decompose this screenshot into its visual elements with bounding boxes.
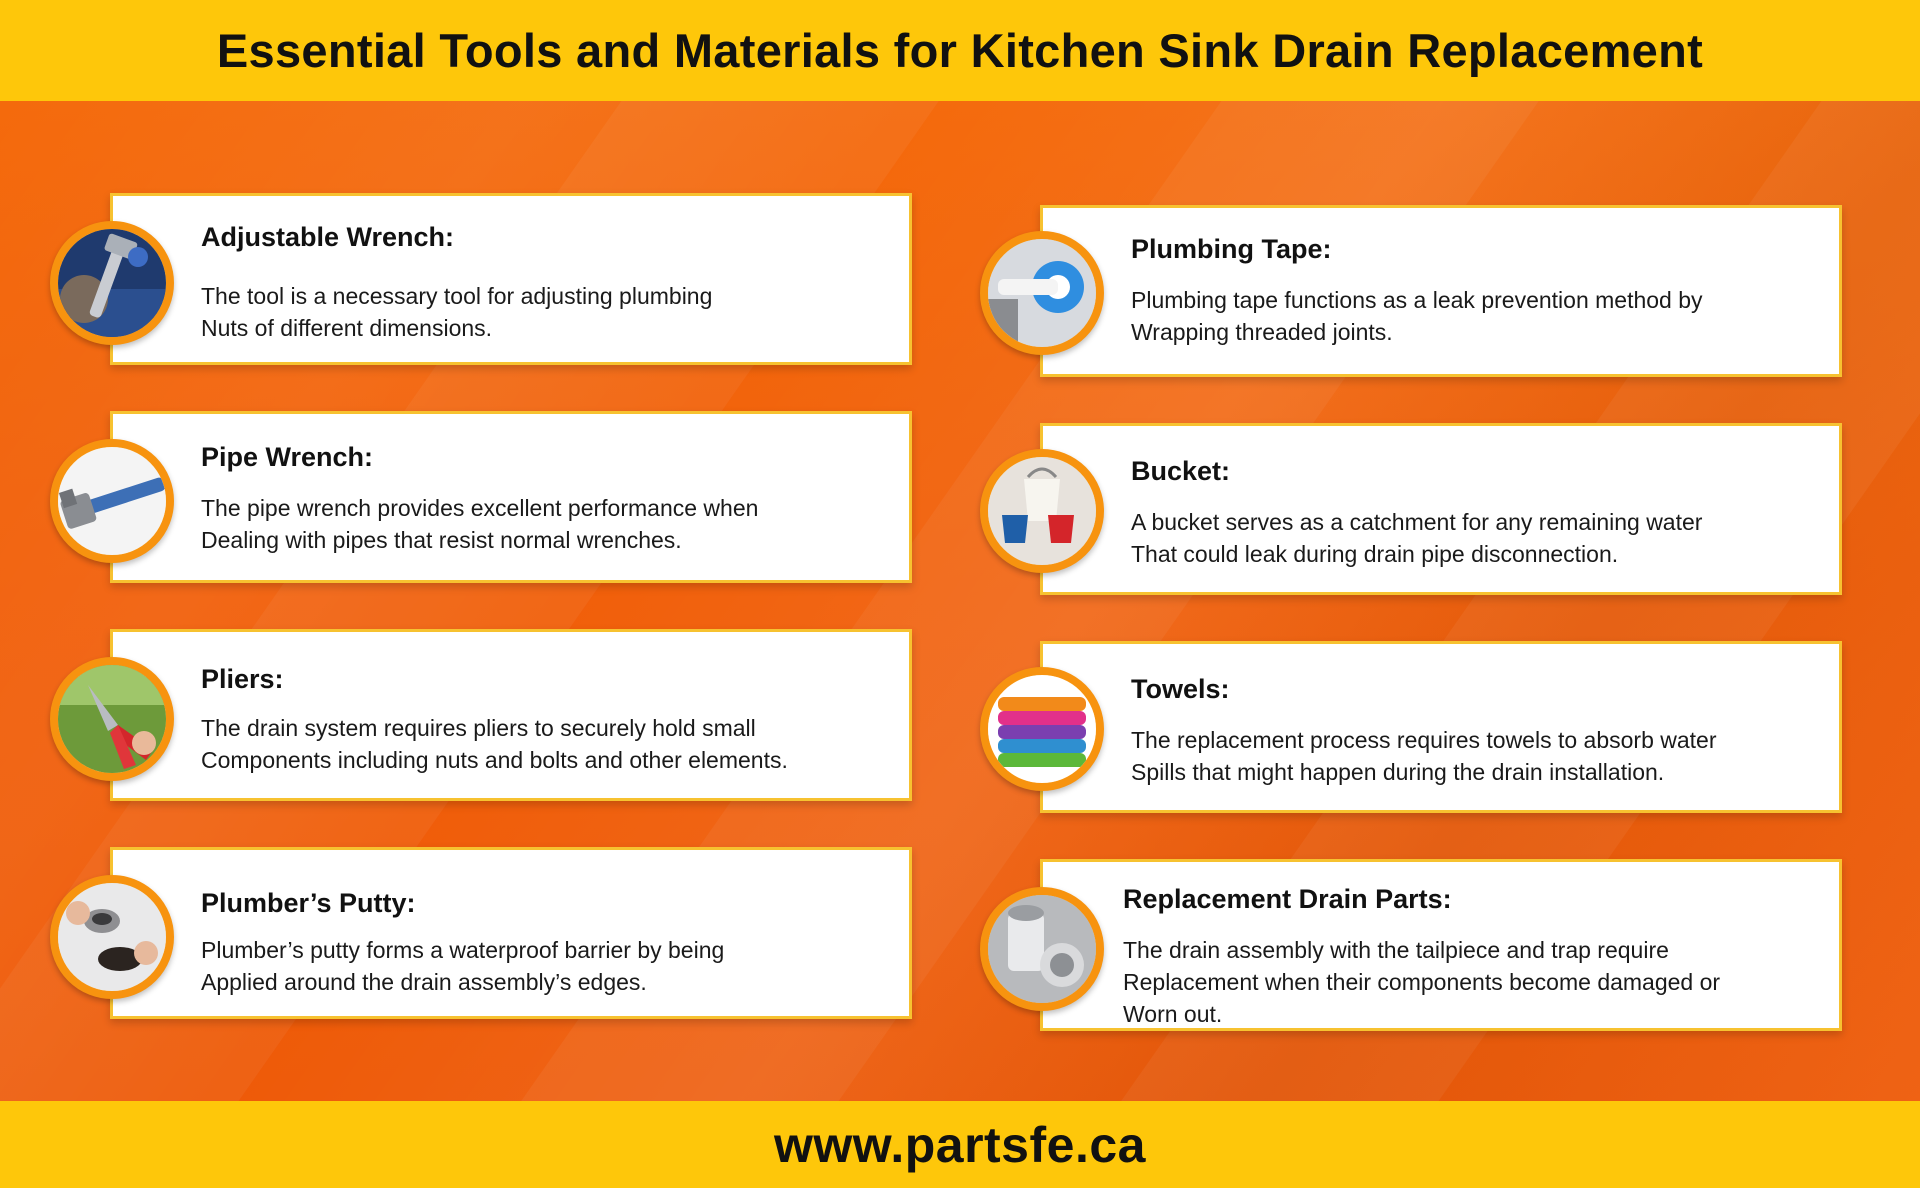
adjustable-wrench-icon: [50, 221, 174, 345]
desc-line: Plumber’s putty forms a waterproof barrier by being: [201, 937, 725, 963]
card-title: Towels:: [1131, 674, 1230, 704]
card-title: Pipe Wrench:: [201, 442, 374, 472]
desc-line: A bucket serves as a catchment for any remaining water: [1131, 509, 1703, 535]
desc-line: The replacement process requires towels to absorb water: [1131, 727, 1717, 753]
pliers-icon: [50, 657, 174, 781]
card-description: [1131, 506, 1831, 570]
card-replacement-drain-parts: [1040, 859, 1842, 1031]
card-title: Pliers:: [201, 664, 284, 694]
desc-line: Dealing with pipes that resist normal wrenches.: [201, 527, 682, 553]
desc-line: That could leak during drain pipe disconnection.: [1131, 541, 1619, 567]
desc-line: Plumbing tape functions as a leak prevention method by: [1131, 287, 1703, 313]
card-description: [201, 492, 901, 556]
card-title: Bucket:: [1131, 456, 1231, 486]
card-towels: [1040, 641, 1842, 813]
desc-line: Nuts of different dimensions.: [201, 315, 493, 341]
card-description: [1131, 724, 1831, 788]
pipe-wrench-icon: [50, 439, 174, 563]
card-description: [201, 934, 901, 998]
card-title: Plumber’s Putty:: [201, 888, 416, 918]
desc-line: Applied around the drain assembly’s edges.: [201, 969, 647, 995]
card-pipe-wrench: [110, 411, 912, 583]
card-title: Replacement Drain Parts:: [1123, 884, 1452, 914]
putty-icon: [50, 875, 174, 999]
card-description: [201, 712, 901, 776]
website-link[interactable]: www.partsfe.ca: [774, 1116, 1146, 1173]
desc-line: Components including nuts and bolts and other elements.: [201, 747, 788, 773]
towels-icon: [980, 667, 1104, 791]
drain-parts-icon: [980, 887, 1104, 1011]
desc-line: The tool is a necessary tool for adjusting plumbing: [201, 283, 713, 309]
card-description: [1131, 284, 1831, 348]
content-area: [0, 101, 1920, 1101]
card-plumbers-putty: [110, 847, 912, 1019]
card-adjustable-wrench: [110, 193, 912, 365]
desc-line: Wrapping threaded joints.: [1131, 319, 1393, 345]
card-description: [201, 280, 901, 344]
desc-line: The pipe wrench provides excellent performance when: [201, 495, 759, 521]
card-title: Adjustable Wrench:: [201, 222, 455, 252]
desc-line: Replacement when their components become damaged or: [1123, 969, 1721, 995]
header-banner: [0, 0, 1920, 101]
desc-line: The drain system requires pliers to securely hold small: [201, 715, 756, 741]
desc-line: The drain assembly with the tailpiece and trap require: [1123, 937, 1669, 963]
footer-banner: [0, 1101, 1920, 1188]
card-plumbing-tape: [1040, 205, 1842, 377]
card-description: [1123, 934, 1823, 1030]
page-title: Essential Tools and Materials for Kitchen Sink Drain Replacement: [216, 24, 1704, 77]
card-title: Plumbing Tape:: [1131, 234, 1332, 264]
card-pliers: [110, 629, 912, 801]
plumbing-tape-icon: [980, 231, 1104, 355]
desc-line: Worn out.: [1123, 1001, 1223, 1027]
desc-line: Spills that might happen during the drain installation.: [1131, 759, 1665, 785]
card-bucket: [1040, 423, 1842, 595]
bucket-icon: [980, 449, 1104, 573]
